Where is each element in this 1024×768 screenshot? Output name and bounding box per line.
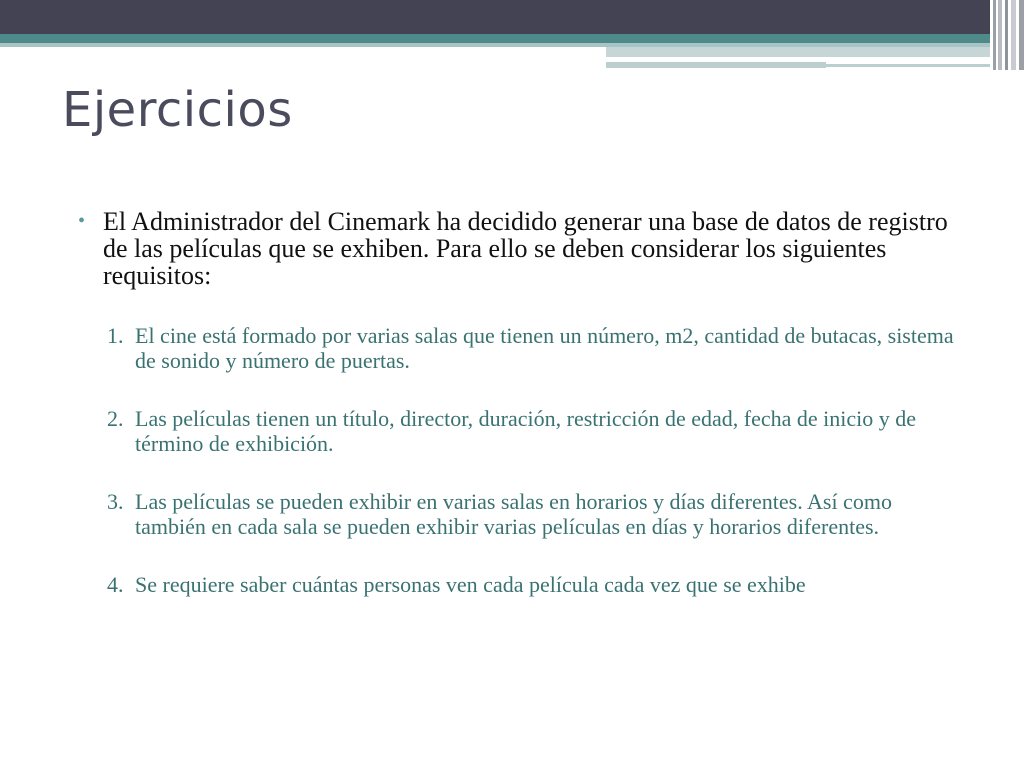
requirement-item xyxy=(78,406,958,456)
header-band-dark xyxy=(0,0,1024,34)
header-band-teal xyxy=(0,34,1024,43)
requirement-number: 3. xyxy=(107,489,124,514)
header-accent-line xyxy=(826,64,1002,67)
requirements-list xyxy=(78,323,958,597)
header-vertical-stripes xyxy=(990,0,1024,70)
requirement-text: Se requiere saber cuántas personas ven cada película cada vez que se exhibe xyxy=(135,572,806,597)
requirement-text: Las películas se pueden exhibir en varias salas en horarios y días diferentes. Así como también en cada sala se pueden exhibir varias películas en días y horarios diferentes. xyxy=(135,489,892,539)
requirement-text: El cine está formado por varias salas que tienen un número, m2, cantidad de butacas, sistema de sonido y número de puertas. xyxy=(135,323,954,373)
bullet-icon: • xyxy=(78,210,86,232)
intro-text: El Administrador del Cinemark ha decidido generar una base de datos de registro de las películas que se exhiben. Para ello se deben considerar los siguientes requisitos: xyxy=(103,207,948,290)
requirement-number: 1. xyxy=(107,323,124,348)
slide-content xyxy=(78,208,958,630)
requirement-item xyxy=(78,323,958,373)
requirement-number: 2. xyxy=(107,406,124,431)
requirement-text: Las películas tienen un título, director, duración, restricción de edad, fecha de inicio y de término de exhibición. xyxy=(135,406,917,456)
header-accent-line xyxy=(606,57,949,60)
requirement-number: 4. xyxy=(107,572,124,597)
header-accent-line xyxy=(606,62,826,68)
slide-title: Ejercicios xyxy=(62,82,293,138)
requirement-item xyxy=(78,572,958,597)
requirement-item xyxy=(78,489,958,539)
header-accent-block xyxy=(606,47,1024,57)
intro-paragraph xyxy=(78,208,958,289)
